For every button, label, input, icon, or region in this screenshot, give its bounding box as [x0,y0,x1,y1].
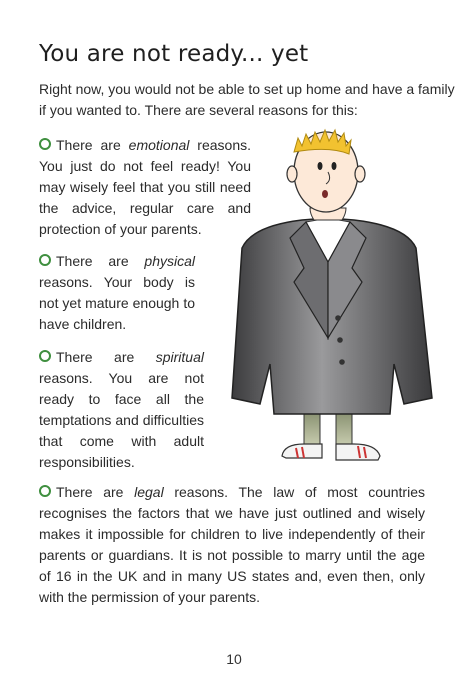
bullet-icon [39,254,51,266]
bullet-icon [39,485,51,497]
reason-spiritual: There are spiritual reasons. You are not ready to face all the temptations and difficulties that come with adult responsibilities. [39,349,204,470]
bullet-icon [39,138,51,150]
reason-legal: There are legal reasons. The law of most countries recognises the factors that we have just outlined and wisely makes it impossible for children to live independently of their parents or guardians. It is not possible to marry until the age of 16 in the UK and in many US states and, even then, only with the permission of your parents. [39,484,425,605]
page-title: You are not ready... yet [39,41,309,67]
intro-paragraph: Right now, you would not be able to set up home and have a family if you wanted to. There are several reasons for this: [39,81,455,118]
bullet-icon [39,350,51,362]
boy-in-oversized-jacket-illustration [212,118,442,466]
page-number: 10 [226,651,242,667]
reason-emotional: There are emotional reasons. You just do not feel ready! You may wisely feel that you still need the advice, regular care and protection of your parents. [39,137,251,237]
reason-physical: There are physical reasons. Your body is not yet mature enough to have children. [39,253,195,332]
